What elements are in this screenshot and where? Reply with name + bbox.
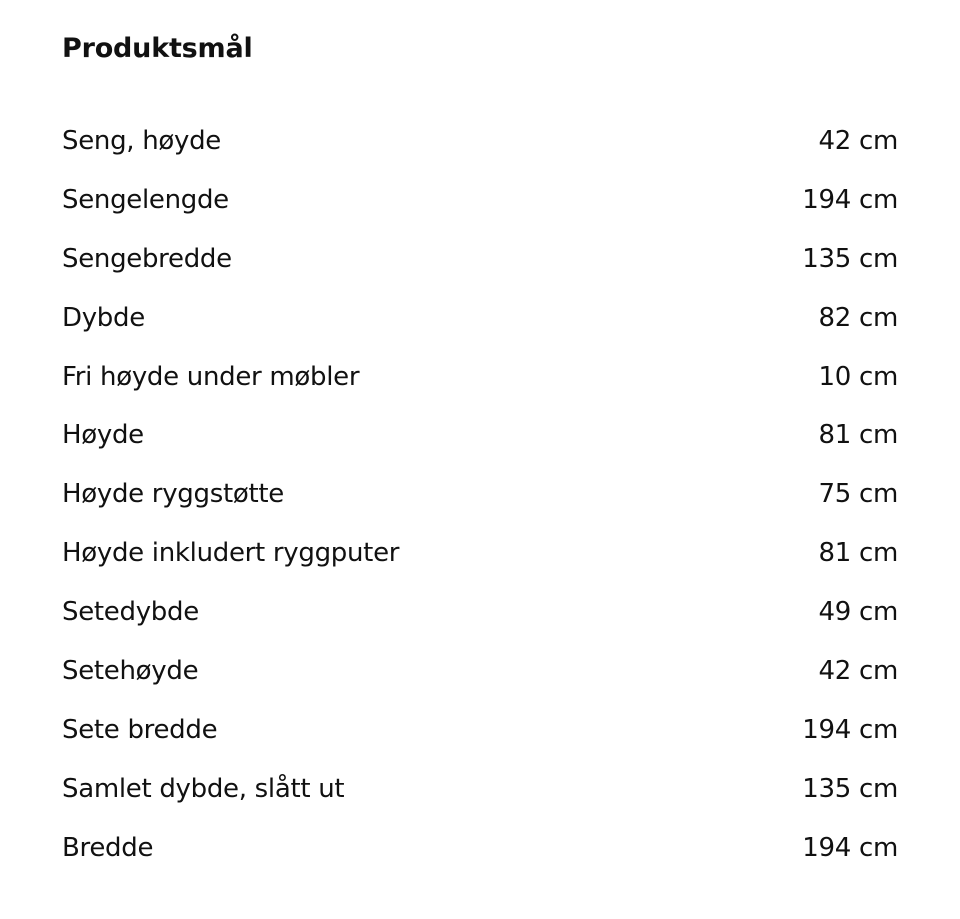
dimension-value: 135 cm [802, 773, 898, 804]
dimension-row [62, 701, 898, 760]
dimension-value: 42 cm [818, 656, 898, 687]
dimension-label: Høyde inkludert ryggputer [62, 538, 400, 569]
dimension-row [62, 465, 898, 524]
dimension-label: Fri høyde under møbler [62, 361, 360, 392]
dimension-value: 135 cm [802, 243, 898, 274]
dimension-value: 10 cm [818, 361, 898, 392]
dimension-row [62, 642, 898, 701]
dimension-label: Seng, høyde [62, 126, 221, 156]
dimension-label: Setedybde [62, 597, 199, 628]
dimension-value: 81 cm [818, 420, 898, 451]
dimension-value: 82 cm [818, 302, 898, 333]
dimension-row [62, 760, 898, 819]
dimension-value: 81 cm [818, 538, 898, 569]
dimension-row [62, 230, 898, 289]
dimension-label: Dybde [62, 302, 145, 333]
dimension-label: Høyde [62, 420, 144, 451]
dimension-value: 49 cm [818, 597, 898, 628]
dimension-label: Samlet dybde, slått ut [62, 773, 345, 804]
dimension-value: 42 cm [818, 126, 898, 156]
dimension-row [62, 348, 898, 407]
dimension-label: Setehøyde [62, 656, 199, 687]
section-title: Produktsmål [62, 33, 253, 64]
dimension-row [62, 406, 898, 465]
dimension-row [62, 524, 898, 583]
dimension-value: 194 cm [802, 832, 898, 863]
dimension-value: 194 cm [802, 184, 898, 215]
dimension-row [62, 171, 898, 230]
dimension-row [62, 112, 898, 171]
dimension-row [62, 289, 898, 348]
dimension-value: 194 cm [802, 714, 898, 745]
dimension-label: Sengebredde [62, 243, 232, 274]
dimension-row [62, 583, 898, 642]
dimension-row [62, 819, 898, 878]
dimension-label: Sengelengde [62, 184, 229, 215]
dimension-label: Høyde ryggstøtte [62, 479, 284, 510]
dimension-label: Bredde [62, 832, 154, 863]
dimensions-list [62, 112, 898, 878]
dimension-label: Sete bredde [62, 714, 218, 745]
dimension-value: 75 cm [818, 479, 898, 510]
